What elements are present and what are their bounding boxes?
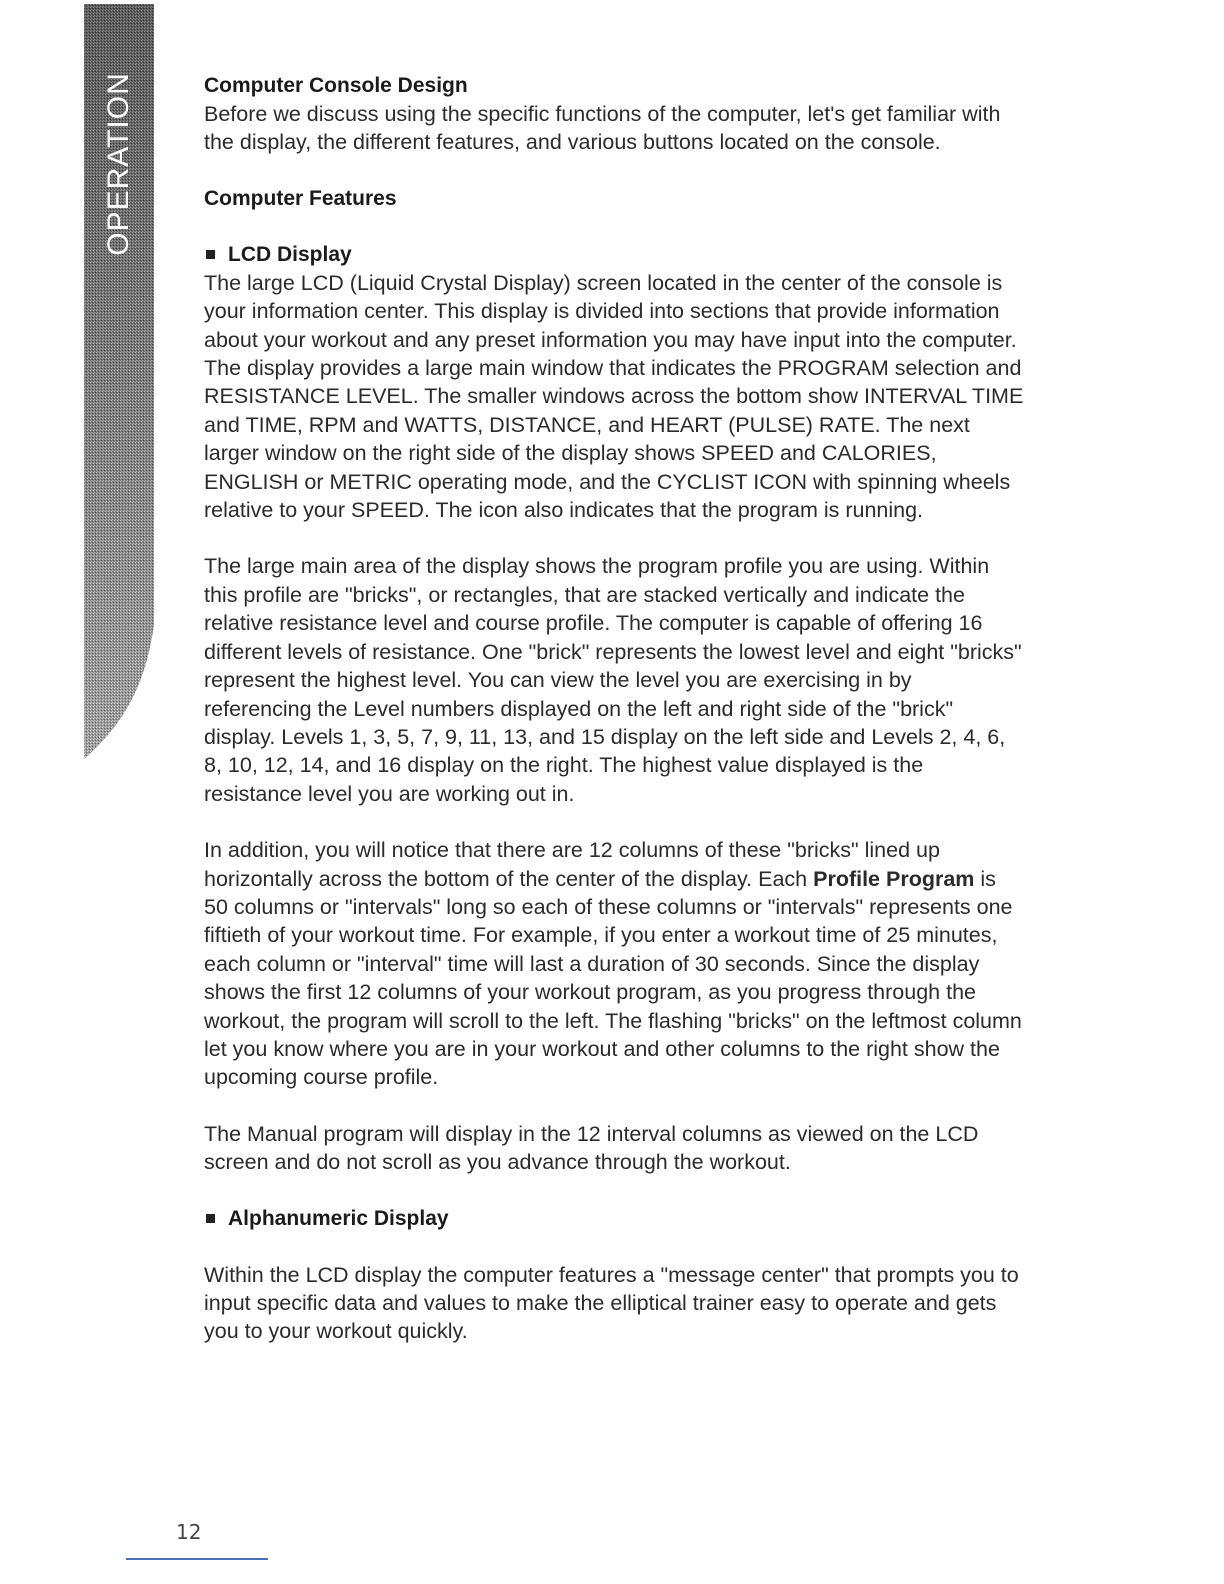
bullet-square-icon <box>206 250 215 259</box>
footer-rule <box>126 1558 268 1560</box>
alphanumeric-display-paragraph: Within the LCD display the computer features a "message center" that prompts you to input specific data and values to make the elliptical trainer easy to operate and gets you to your workout quickly. <box>204 1262 1019 1344</box>
operation-tab-text: OPERATION <box>102 72 135 256</box>
lcd-display-paragraph-2: The large main area of the display shows the program profile you are using. Within this profile are "bricks", or rectangles, that are stacked vertically and indicate the relative resistance level and course profile. The computer is capable of offering 16 different levels of resistance. One "brick" represents the lowest level and eight "bricks" represent the highest level. You can view the level you are exercising in by referencing the Level numbers displayed on the left and right side of the "brick" display. Levels 1, 3, 5, 7, 9, 11, 13, and 15 display on the left side and Levels 2, 4, 6, 8, 10, 12, 14, and 16 display on the right. The highest value displayed is the resistance level you are working out in. <box>204 554 1022 806</box>
console-design-paragraph: Before we discuss using the specific functions of the computer, let's get familiar with the display, the different features, and various buttons located on the console. <box>204 102 1001 155</box>
console-design-heading: Computer Console Design <box>204 74 468 97</box>
computer-features-heading: Computer Features <box>204 186 397 210</box>
lcd-display-heading <box>204 241 1024 269</box>
profile-program-term: Profile Program <box>813 866 975 891</box>
bullet-square-icon <box>206 1214 215 1223</box>
page-content <box>204 72 1024 1346</box>
para3-text-start: In addition, you will notice that there are 12 columns of these "bricks" lined up horizontally across the bottom of the center of the display. Each <box>204 838 940 891</box>
para3-text-end: is 50 columns or "intervals" long so each of these columns or "intervals" represents one fiftieth of your workout time. For example, if you enter a workout time of 25 minutes, each column or "interval" time will last a duration of 30 seconds. Since the display shows the first 12 columns of your workout program, as you progress through the workout, the program will scroll to the left. The flashing "bricks" on the leftmost column let you know where you are in your workout and other columns to the right show the upcoming course profile. <box>204 866 1022 1090</box>
alphanumeric-display-heading-text: Alphanumeric Display <box>228 1206 449 1230</box>
lcd-display-paragraph-4: The Manual program will display in the 12 interval columns as viewed on the LCD screen and do not scroll as you advance through the workout. <box>204 1121 979 1175</box>
lcd-display-heading-text: LCD Display <box>228 242 352 266</box>
lcd-display-paragraph-3 <box>204 836 1024 1092</box>
page-number: 12 <box>176 1520 202 1544</box>
alphanumeric-display-heading <box>204 1205 1024 1233</box>
lcd-display-paragraph-1: The large LCD (Liquid Crystal Display) screen located in the center of the console is your information center. This display is divided into sections that provide information about your workout and any preset information you may have input into the computer. The display provides a large main window that indicates the PROGRAM selection and RESISTANCE LEVEL. The smaller windows across the bottom show INTERVAL TIME and TIME, RPM and WATTS, DISTANCE, and HEART (PULSE) RATE. The next larger window on the right side of the display shows SPEED and CALORIES, ENGLISH or METRIC operating mode, and the CYCLIST ICON with spinning wheels relative to your SPEED. The icon also indicates that the program is running. <box>204 270 1024 523</box>
section-tab-label <box>84 4 154 284</box>
